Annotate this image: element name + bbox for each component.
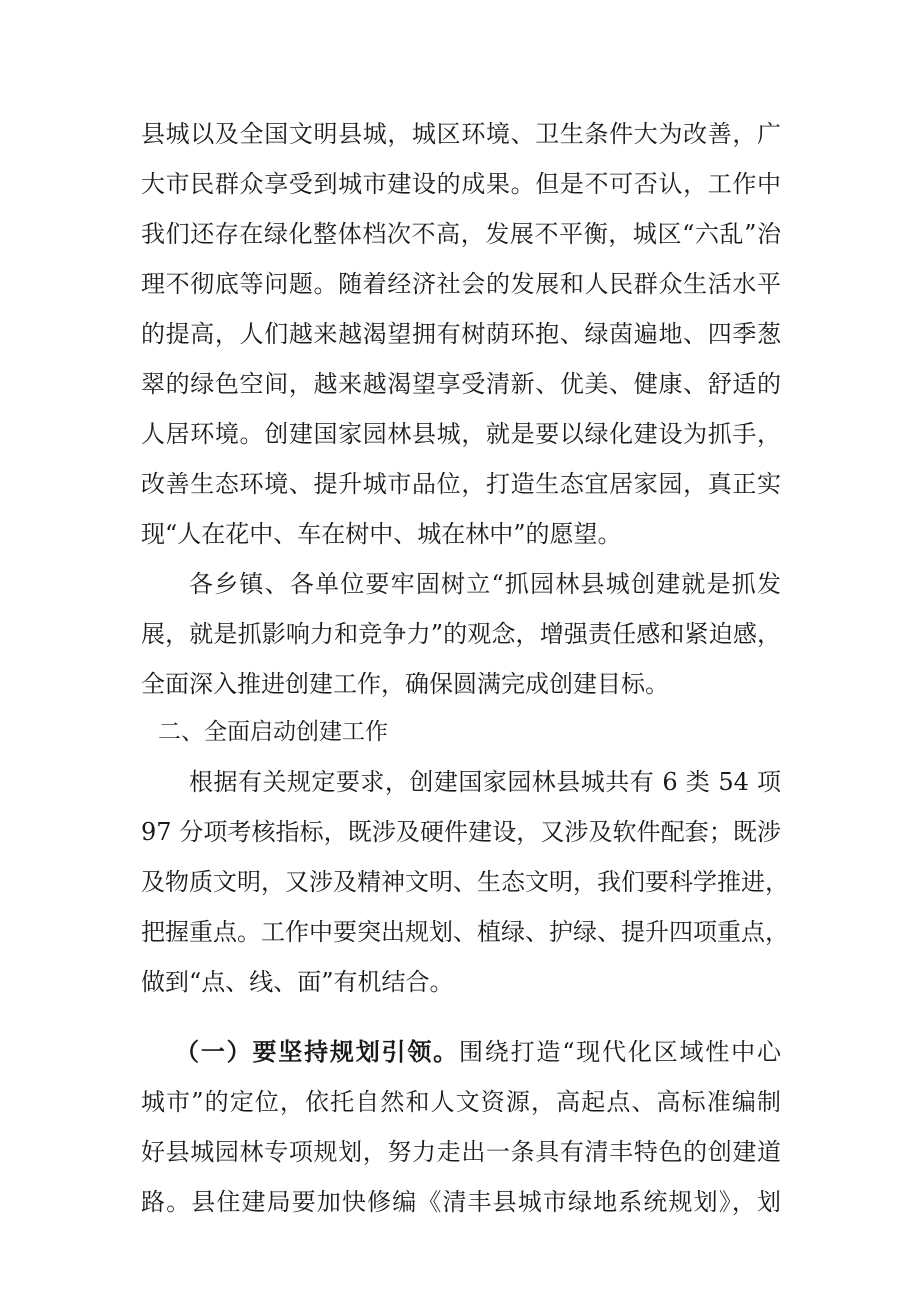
- paragraph-line: 人居环境。创建国家园林县城，就是要以绿化建设为抓手，: [141, 420, 781, 448]
- paragraph-line: 及物质文明，又涉及精神文明、生态文明，我们要科学推进，: [141, 868, 789, 896]
- paragraph-line: 全面深入推进创建工作，确保圆满完成创建目标。: [141, 670, 669, 698]
- paragraph-line: 现“人在花中、车在树中、城在林中”的愿望。: [141, 520, 622, 548]
- paragraph-line: 我们还存在绿化整体档次不高，发展不平衡，城区“六乱”治: [141, 220, 781, 248]
- paragraph-line: 把握重点。工作中要突出规划、植绿、护绿、提升四项重点，: [141, 918, 789, 946]
- paragraph-line: 大市民群众享受到城市建设的成果。但是不可否认，工作中: [141, 170, 781, 198]
- paragraph-text: 围绕打造“现代化区域性中心: [458, 1038, 781, 1066]
- paragraph-line: 根据有关规定要求，创建国家园林县城共有 6 类 54 项: [189, 768, 781, 796]
- section-heading: 二、全面启动创建工作: [158, 719, 388, 745]
- paragraph-line: 好县城园林专项规划，努力走出一条具有清丰特色的创建道: [141, 1138, 781, 1166]
- paragraph-line: 城市”的定位，依托自然和人文资源，高起点、高标准编制: [141, 1088, 781, 1116]
- subsection-lead: （一）要坚持规划引领。: [175, 1038, 459, 1066]
- paragraph-line: 各乡镇、各单位要牢固树立“抓园林县城创建就是抓发: [189, 570, 781, 598]
- paragraph-line: [175, 1036, 781, 1068]
- paragraph-line: 改善生态环境、提升城市品位，打造生态宜居家园，真正实: [141, 470, 781, 498]
- paragraph-line: 做到“点、线、面”有机结合。: [141, 968, 454, 996]
- paragraph-line: 翠的绿色空间，越来越渴望享受清新、优美、健康、舒适的: [141, 370, 781, 398]
- paragraph-line: 展，就是抓影响力和竞争力”的观念，增强责任感和紧迫感，: [141, 620, 781, 648]
- paragraph-line: 的提高，人们越来越渴望拥有树荫环抱、绿茵遍地、四季葱: [141, 320, 781, 348]
- paragraph-line: 理不彻底等问题。随着经济社会的发展和人民群众生活水平: [141, 270, 781, 298]
- paragraph-line: 路。县住建局要加快修编《清丰县城市绿地系统规划》，划: [141, 1188, 781, 1216]
- paragraph-line: 县城以及全国文明县城，城区环境、卫生条件大为改善，广: [141, 120, 781, 148]
- paragraph-line: 97 分项考核指标，既涉及硬件建设，又涉及软件配套；既涉: [141, 818, 781, 846]
